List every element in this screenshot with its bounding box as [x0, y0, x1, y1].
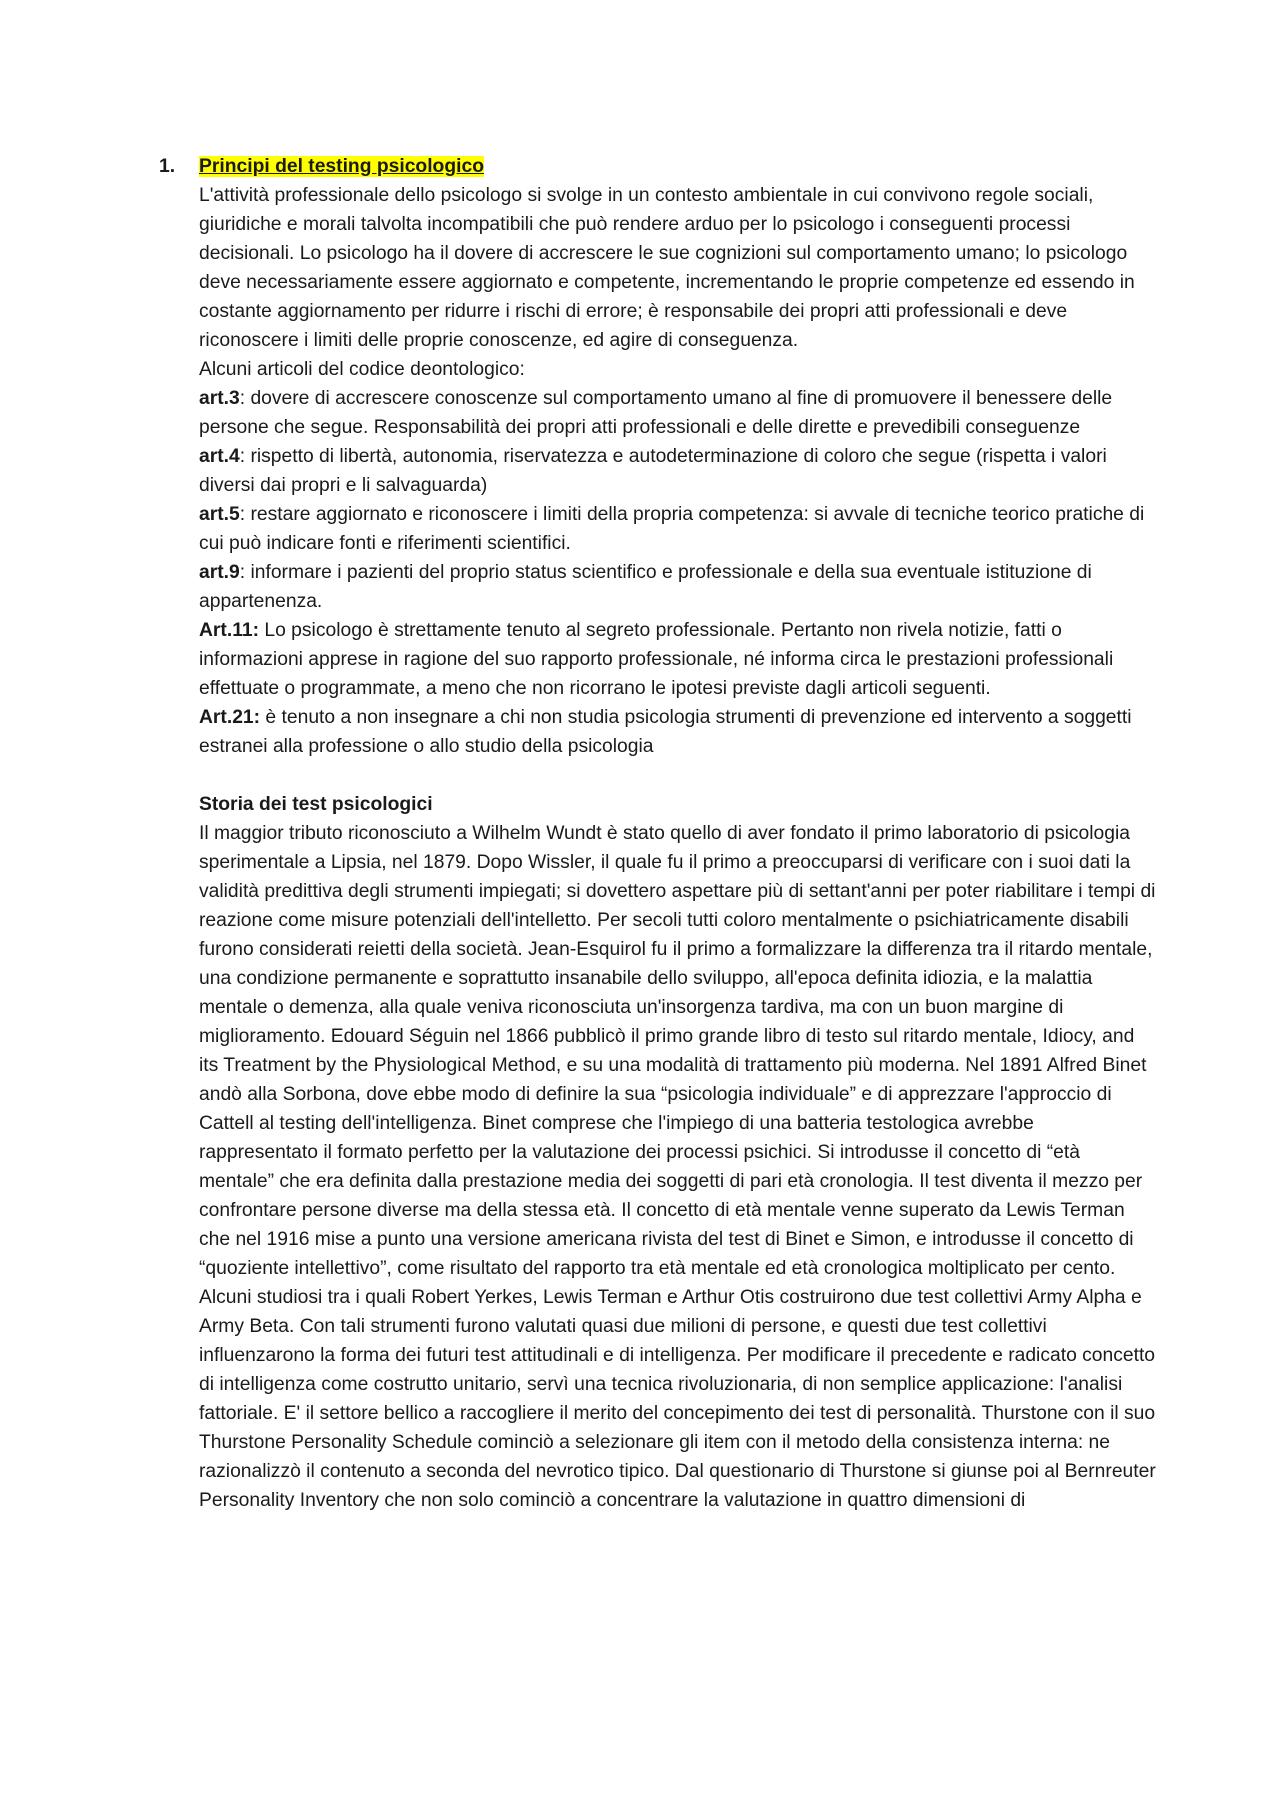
article-text: dovere di accrescere conoscenze sul comportamento umano al fine di promuovere il benessere delle persone che segue. Responsabilità dei propri atti professionali e delle dirette e prevedibili conseguenze: [199, 388, 1113, 438]
list-number: 1.: [159, 156, 176, 177]
article-item: [199, 442, 1157, 500]
intro-paragraph: L'attività professionale dello psicologo si svolge in un contesto ambientale in cui convivono regole sociali, giuridiche e morali talvolta incompatibili che può rendere arduo per lo psicologo i conseguenti processi decisionali. Lo psicologo ha il dovere di accrescere le sue cognizioni sul comportamento umano; lo psicologo deve necessariamente essere aggiornato e competente, incrementando le proprie competenze ed essendo in costante aggiornamento per ridurre i rischi di errore; è responsabile dei propri atti professionali e deve riconoscere i limiti delle proprie conoscenze, ed agire di conseguenza.: [199, 185, 1135, 351]
article-text: Lo psicologo è strettamente tenuto al segreto professionale. Pertanto non rivela notizie, fatti o informazioni apprese in ragione del suo rapporto professionale, né informa circa le prestazioni professionali effettuate o programmate, a meno che non ricorrano le ipotesi previste dagli articoli seguenti.: [199, 620, 1114, 699]
section-title: Principi del testing psicologico: [199, 156, 484, 177]
article-separator: :: [239, 446, 246, 467]
article-label: Art.21:: [199, 707, 261, 728]
history-paragraph: Il maggior tributo riconosciuto a Wilhelm Wundt è stato quello di aver fondato il primo laboratorio di psicologia sperimentale a Lipsia, nel 1879. Dopo Wissler, il quale fu il primo a preoccuparsi di verificare con i suoi dati la validità predittiva degli strumenti impiegati; si dovettero aspettare più di settant'anni per poter riabilitare i tempi di reazione come misure potenziali dell'intelletto. Per secoli tutti coloro mentalmente o psichiatricamente disabili furono considerati reietti della società. Jean-Esquirol fu il primo a formalizzare la differenza tra il ritardo mentale, una condizione permanente e soprattutto insanabile dello sviluppo, all'epoca definita idiozia, e la malattia mentale o demenza, alla quale veniva riconosciuta un'insorgenza tardiva, ma con un buon margine di miglioramento. Edouard Séguin nel 1866 pubblicò il primo grande libro di testo sul ritardo mentale, Idiocy, and its Treatment by the Physiological Method, e su una modalità di trattamento più moderna. Nel 1891 Alfred Binet andò alla Sorbona, dove ebbe modo di definire la sua “psicologia individuale” e di apprezzare l'approccio di Cattell al testing dell'intelligenza. Binet comprese che l'impiego di una batteria testologica avrebbe rappresentato il formato perfetto per la valutazione dei processi psichici. Si introdusse il concetto di “età mentale” che era definita dalla prestazione media dei soggetti di pari età cronologia. Il test diventa il mezzo per confrontare persone diverse ma della stessa età. Il concetto di età mentale venne superato da Lewis Terman che nel 1916 mise a punto una versione americana rivista del test di Binet e Simon, e introdusse il concetto di “quoziente intellettivo”, come risultato del rapporto tra età mentale ed età cronologica moltiplicato per cento. Alcuni studiosi tra i quali Robert Yerkes, Lewis Terman e Arthur Otis costruirono due test collettivi Army Alpha e Army Beta. Con tali strumenti furono valutati quasi due milioni di persone, e questi due test collettivi influenzarono la forma dei futuri test attitudinali e di intelligenza. Per modificare il precedente e radicato concetto di intelligenza come costrutto unitario, servì una tecnica rivoluzionaria, di non semplice applicazione: l'analisi fattoriale. E' il settore bellico a raccogliere il merito del concepimento dei test di personalità. Thurstone con il suo Thurstone Personality Schedule cominciò a selezionare gli item con il metodo della consistenza interna: ne razionalizzò il contenuto a seconda del nevrotico tipico. Dal questionario di Thurstone si giunse poi al Bernreuter Personality Inventory che non solo cominciò a concentrare la valutazione in quattro dimensioni di: [199, 823, 1156, 1511]
article-item: [199, 384, 1157, 442]
articles-intro: Alcuni articoli del codice deontologico:: [199, 359, 525, 380]
article-item: [199, 703, 1157, 761]
article-text: informare i pazienti del proprio status scientifico e professionale e della sua eventuale istituzione di appartenenza.: [199, 562, 1092, 612]
paragraph-spacer: [199, 761, 1157, 790]
article-label: art.9: [199, 562, 240, 583]
document-content: [199, 152, 1157, 1515]
article-label: art.5: [199, 504, 240, 525]
article-text: rispetto di libertà, autonomia, riservatezza e autodeterminazione di coloro che segue (rispetta i valori diversi dai propri e li salvaguarda): [199, 446, 1107, 496]
article-label: art.3: [199, 388, 240, 409]
history-heading: Storia dei test psicologici: [199, 794, 433, 815]
article-text: è tenuto a non insegnare a chi non studia psicologia strumenti di prevenzione ed intervento a soggetti estranei alla professione o allo studio della psicologia: [199, 707, 1132, 757]
article-separator: :: [239, 388, 246, 409]
article-item: [199, 500, 1157, 558]
article-label: Art.11:: [199, 620, 260, 641]
section-title-line: [199, 152, 1157, 181]
article-separator: :: [239, 562, 246, 583]
article-text: restare aggiornato e riconoscere i limiti della propria competenza: si avvale di tecniche teorico pratiche di cui può indicare fonti e riferimenti scientifici.: [199, 504, 1145, 554]
article-item: [199, 558, 1157, 616]
article-label: art.4: [199, 446, 240, 467]
article-item: [199, 616, 1157, 703]
article-separator: :: [239, 504, 246, 525]
